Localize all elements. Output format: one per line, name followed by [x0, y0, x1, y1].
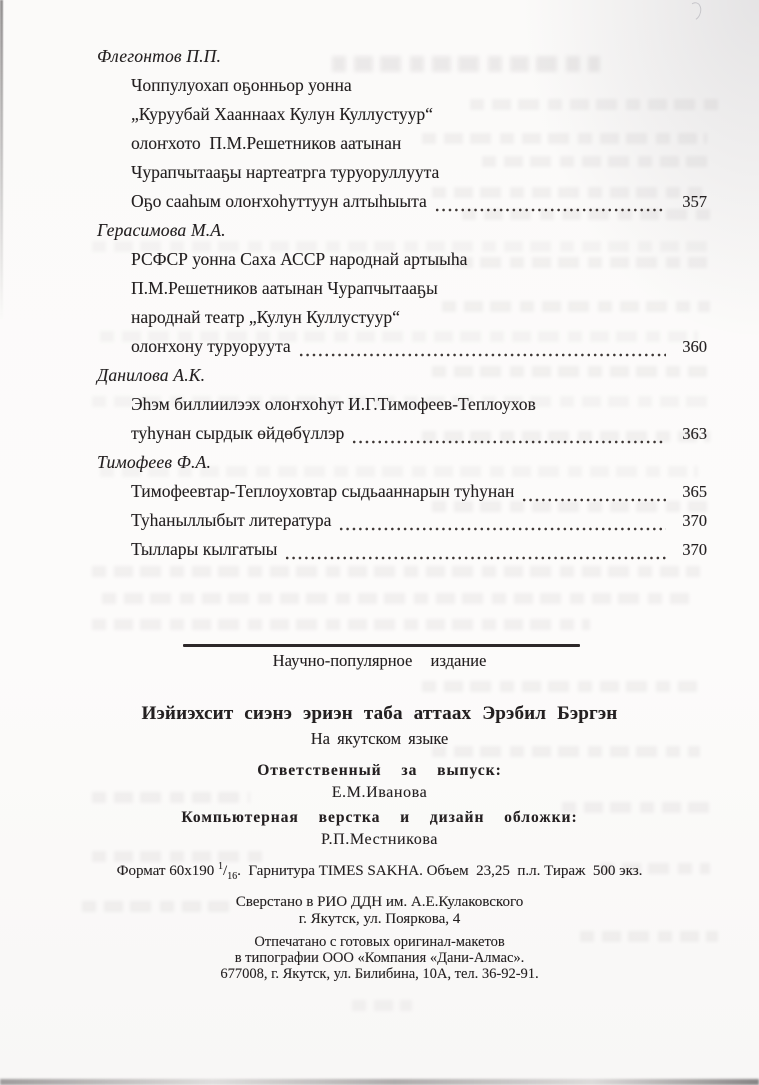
faint-pencil-mark — [684, 0, 703, 22]
scan-bleedthrough-artifact — [352, 1000, 412, 1011]
toc-entry-title: туһунан сырдык өйдөбүллэр — [131, 423, 345, 443]
dot-leader — [521, 481, 666, 510]
typeset-line: Сверстано в РИО ДДН им. А.Е.Кулаковского — [235, 894, 524, 910]
design-label: Компьютерная верстка и дизайн обложки: — [181, 809, 578, 826]
toc-entry — [131, 481, 707, 510]
dot-leader — [298, 336, 666, 365]
language-note: На якутском языке — [310, 729, 449, 748]
toc-title-line: Чоппулуохап оҕонньор уонна — [131, 75, 352, 95]
format-fraction-slash: / — [222, 863, 228, 879]
book-title: Иэйиэхсит сиэнэ эриэн таба аттаах Эрэбил Бэргэн — [141, 703, 618, 724]
toc-entry-title: Оҕо сааһым олоҥхоһуттуун алтыһыыта — [131, 191, 427, 211]
edition-type-line: Научно-популярное издание — [272, 651, 487, 670]
toc-author-name: Флегонтов П.П. — [97, 46, 222, 66]
toc-entry-title: Туһаныллыбыт литература — [131, 510, 332, 530]
toc-author-name: Герасимова М.А. — [97, 220, 226, 240]
design-name: Р.П.Местникова — [321, 831, 438, 848]
toc-title-line: Эһэм биллиилээх олоҥхоһут И.Г.Тимофеев-Теплоухов — [131, 394, 536, 414]
toc-page-number: 360 — [682, 337, 707, 356]
format-fraction-denominator: 16 — [227, 871, 238, 882]
scan-bleedthrough-artifact — [92, 619, 590, 630]
responsible-label: Ответственный за выпуск: — [257, 762, 502, 779]
toc-entry — [131, 191, 707, 220]
printer-company: в типографии ООО «Компания «Дани-Алмас». — [234, 950, 525, 966]
divider-rule — [183, 644, 580, 647]
toc-page-number: 370 — [682, 540, 707, 559]
toc-entry — [131, 336, 707, 365]
scan-edge-shadow — [0, 0, 3, 320]
toc-page-number: 365 — [682, 482, 707, 501]
toc-page-number: 357 — [682, 192, 707, 211]
toc-entry-title: Тыллары кылгатыы — [131, 539, 278, 559]
dot-leader — [284, 539, 666, 568]
toc-title-line: РСФСР уонна Саха АССР народнай артыыһа — [131, 249, 468, 269]
toc-title-line: олоҥхото П.М.Решетников аатынан — [131, 133, 402, 153]
format-suffix: . Гарнитура TIMES SAKHA. Объем 23,25 п.л. Тираж 500 экз. — [237, 863, 643, 879]
scan-bleedthrough-artifact — [422, 681, 702, 692]
format-prefix: Формат 60x190 — [116, 863, 218, 879]
scan-bleedthrough-artifact — [102, 593, 690, 604]
toc-title-line: П.М.Решетников аатынан Чурапчытааҕы — [131, 278, 438, 298]
toc-entry-title: олоҥхону туруоруута — [131, 336, 291, 356]
toc-author-name: Данилова А.К. — [97, 365, 206, 385]
table-of-contents — [97, 46, 707, 568]
printer-line: Отпечатано с готовых оригинал-макетов — [254, 934, 505, 950]
typeset-address: г. Якутск, ул. Пояркова, 4 — [298, 911, 461, 927]
toc-title-line: „Куруубай Хааннаах Кулун Куллустуур“ — [131, 104, 433, 124]
dot-leader — [434, 191, 666, 220]
printer-address: 677008, г. Якутск, ул. Билибина, 10А, тел. 36-92-91. — [220, 966, 539, 982]
toc-entry-title: Тимофеевтар-Теплоуховтар сыдьааннарын туһунан — [131, 481, 515, 501]
toc-entry — [131, 510, 707, 539]
toc-author-name: Тимофеев Ф.А. — [97, 452, 212, 472]
format-fraction-numerator: 1 — [217, 861, 223, 872]
dot-leader — [338, 510, 666, 539]
toc-page-number: 370 — [682, 511, 707, 530]
format-line — [0, 861, 759, 882]
toc-entry — [131, 539, 707, 568]
scan-edge-shadow — [0, 1079, 759, 1085]
toc-page-number: 363 — [682, 424, 707, 443]
responsible-name: Е.М.Иванова — [331, 784, 428, 801]
toc-title-line: Чурапчытааҕы нартеатрга туруоруллуута — [131, 162, 440, 182]
toc-entry — [131, 423, 707, 452]
dot-leader — [351, 423, 666, 452]
toc-title-line: народнай театр „Кулун Куллустуур“ — [131, 307, 400, 327]
